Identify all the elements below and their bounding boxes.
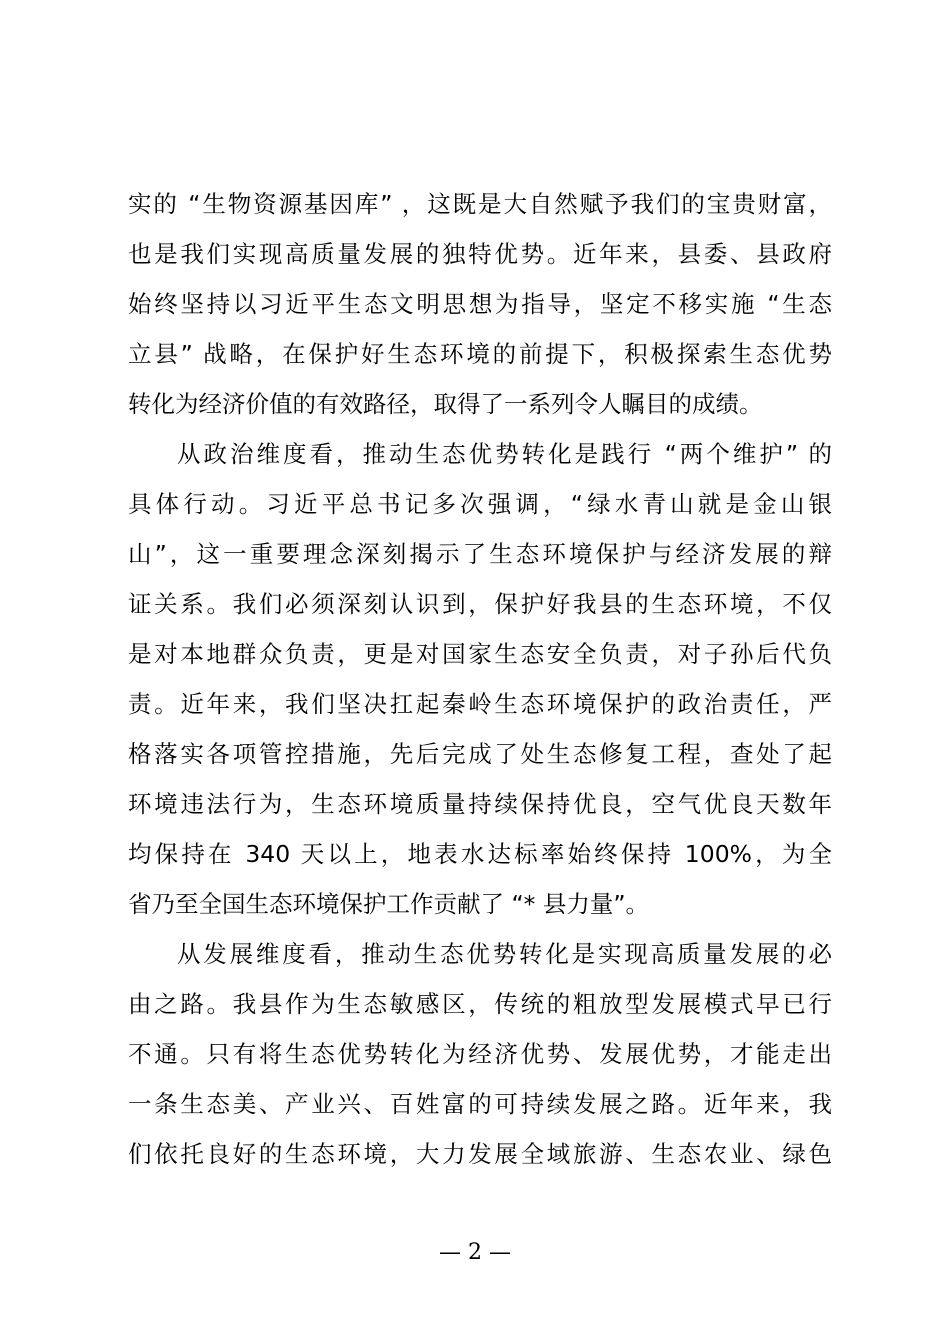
text-line: 格落实各项管控措施，先后完成了处生态修复工程，查处了起: [128, 740, 832, 768]
text-line: 也是我们实现高质量发展的独特优势。近年来，县委、县政府: [128, 240, 832, 268]
paragraph-first-line: 从政治维度看，推动生态优势转化是践行 “两个维护” 的: [177, 440, 832, 468]
text-line: 转化为经济价值的有效路径，取得了一系列令人瞩目的成绩。: [128, 390, 763, 418]
text-line: 由之路。我县作为生态敏感区，传统的粗放型发展模式早已行: [128, 990, 832, 1018]
text-line: 始终坚持以习近平生态文明思想为指导，坚定不移实施 “生态: [128, 290, 832, 318]
text-line: 环境违法行为，生态环境质量持续保持优良，空气优良天数年: [128, 790, 832, 818]
text-line: 是对本地群众负责，更是对国家生态安全负责，对子孙后代负: [128, 640, 832, 668]
paragraph-first-line: 从发展维度看，推动生态优势转化是实现高质量发展的必: [177, 940, 832, 968]
text-line: 责。近年来，我们坚决扛起秦岭生态环境保护的政治责任，严: [128, 690, 832, 718]
text-line: 省乃至全国生态环境保护工作贡献了 “* 县力量”。: [128, 890, 650, 918]
text-line: 均保持在 340 天以上，地表水达标率始终保持 100%，为全: [128, 840, 832, 868]
text-line: 不通。只有将生态优势转化为经济优势、发展优势，才能走出: [128, 1040, 832, 1068]
text-line: 立县” 战略，在保护好生态环境的前提下，积极探索生态优势: [128, 340, 832, 368]
text-line: 证关系。我们必须深刻认识到，保护好我县的生态环境，不仅: [128, 590, 832, 618]
text-line: 实的 “生物资源基因库” ，这既是大自然赋予我们的宝贵财富，: [128, 190, 832, 218]
page-number: — 2 —: [439, 1240, 511, 1265]
text-line: 们依托良好的生态环境，大力发展全域旅游、生态农业、绿色: [128, 1140, 832, 1168]
text-line: 一条生态美、产业兴、百姓富的可持续发展之路。近年来，我: [128, 1090, 832, 1118]
text-line: 山”，这一重要理念深刻揭示了生态环境保护与经济发展的辩: [128, 540, 832, 568]
text-line: 具体行动。习近平总书记多次强调，“绿水青山就是金山银: [128, 490, 832, 518]
